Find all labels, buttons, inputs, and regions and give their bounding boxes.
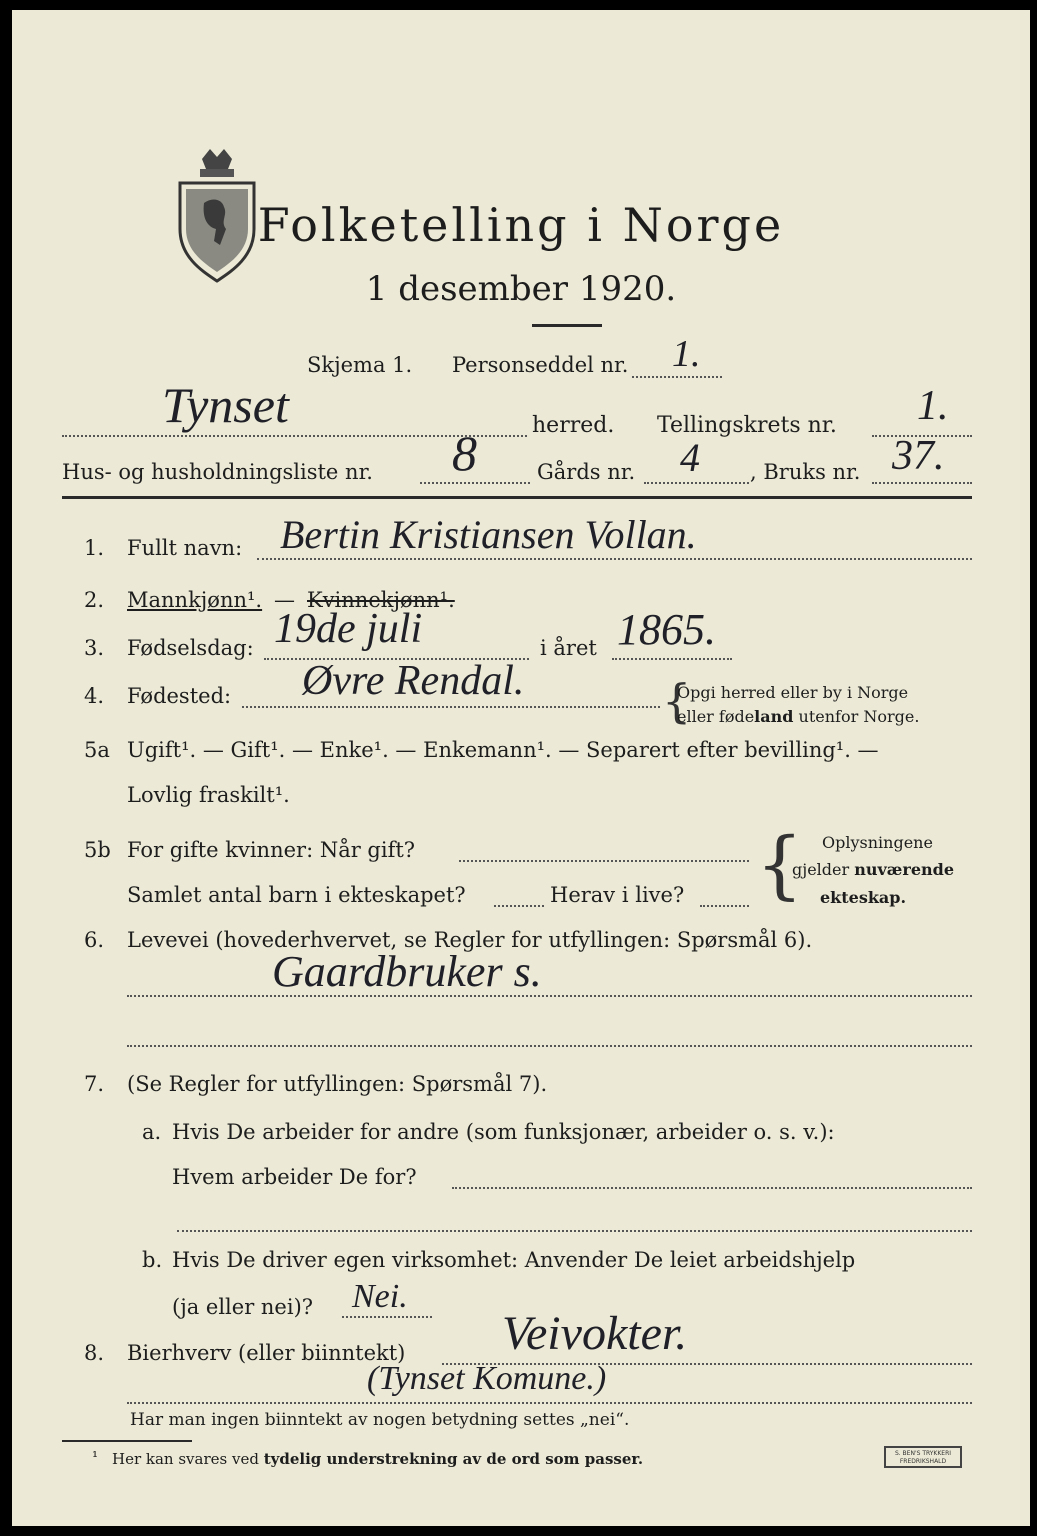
bruks-label: , Bruks nr. <box>750 460 861 484</box>
q1-label: Fullt navn: <box>127 536 243 560</box>
q5b-note-2a: gjelder <box>792 860 855 879</box>
bruks-value: 37. <box>892 433 945 479</box>
q4-field <box>242 706 660 708</box>
q5a-number: 5a <box>84 738 110 762</box>
q7a-text: Hvis De arbeider for andre (som funksjonær, arbeider o. s. v.): <box>172 1120 835 1144</box>
q8-value: Veivokter. <box>502 1307 688 1360</box>
q8-number: 8. <box>84 1341 105 1365</box>
q5b-children-field <box>494 905 544 907</box>
q2-female: Kvinnekjønn¹. <box>307 588 455 612</box>
q3-year-label: i året <box>540 636 597 660</box>
census-date: 1 desember 1920. <box>365 269 677 309</box>
q7b-field <box>342 1316 432 1318</box>
printer-stamp-line-2: FREDRIKSHALD <box>899 1458 947 1465</box>
q8-label: Bierhverv (eller biinntekt) <box>127 1341 406 1365</box>
gards-field <box>644 482 749 484</box>
herred-value: Tynset <box>162 377 289 433</box>
q2-male: Mannkjønn¹. <box>127 588 263 612</box>
footnote-text <box>112 1452 643 1467</box>
personseddel-value: 1. <box>672 333 701 375</box>
q7a-letter: a. <box>142 1120 162 1144</box>
q1-field <box>257 558 972 560</box>
q7-label: (Se Regler for utfyllingen: Spørsmål 7). <box>127 1072 548 1096</box>
q6-label: Levevei (hovederhvervet, se Regler for utfyllingen: Spørsmål 6). <box>127 928 813 952</box>
q2-number: 2. <box>84 588 105 612</box>
herred-label: herred. <box>532 413 615 438</box>
hus-label: Hus- og husholdningsliste nr. <box>62 460 373 484</box>
footnote-mark: ¹ <box>92 1448 99 1466</box>
q5b-line2a: Samlet antal barn i ekteskapet? <box>127 883 466 907</box>
hus-value: 8 <box>452 425 477 481</box>
gards-value: 4 <box>680 435 700 480</box>
header-rule <box>62 496 972 499</box>
q7-number: 7. <box>84 1072 105 1096</box>
q5a-line1: Ugift¹. — Gift¹. — Enke¹. — Enkemann¹. — Separert efter bevilling¹. — <box>127 738 879 762</box>
personseddel-label: Personseddel nr. <box>452 353 629 377</box>
q3-label: Fødselsdag: <box>127 636 254 660</box>
q4-note-2 <box>677 709 919 725</box>
q6-value: Gaardbruker s. <box>272 947 542 996</box>
q7a-field-2 <box>177 1230 972 1232</box>
q4-note-1: Opgi herred eller by i Norge <box>677 683 909 702</box>
q5b-number: 5b <box>84 838 111 862</box>
q5b-married-field <box>459 860 749 862</box>
q5b-alive-field <box>700 905 749 907</box>
footnote-text-a: Her kan svares ved <box>112 1450 264 1468</box>
q5b-note-3: ekteskap. <box>820 888 907 907</box>
q6-field-1 <box>127 995 972 997</box>
q5b-line2b: Herav i live? <box>550 883 685 907</box>
q5b-line1: For gifte kvinner: Når gift? <box>127 838 416 862</box>
q4-note-2b: land <box>754 707 794 726</box>
q5b-note-2 <box>792 862 954 878</box>
census-form-page <box>12 10 1030 1526</box>
q3-value: 19de juli <box>274 606 423 652</box>
footnote-rule <box>62 1440 192 1442</box>
q7a-question: Hvem arbeider De for? <box>172 1165 417 1189</box>
q7a-field-1 <box>452 1187 972 1189</box>
gards-label: Gårds nr. <box>537 460 636 484</box>
q4-note-2a: eller føde <box>677 707 755 726</box>
q3-year-value: 1865. <box>617 605 716 654</box>
q5b-note-1: Oplysningene <box>822 833 933 852</box>
q4-value: Øvre Rendal. <box>302 658 525 704</box>
q5b-brace: { <box>756 822 804 908</box>
tellingskrets-label: Tellingskrets nr. <box>657 413 837 438</box>
q5b-note-2b: nuværende <box>854 860 955 879</box>
q6-field-2 <box>127 1045 972 1047</box>
printer-stamp-line-1: S. BEN'S TRYKKERI <box>894 1450 952 1457</box>
q3-number: 3. <box>84 636 105 660</box>
q4-brace: { <box>662 674 692 728</box>
footnote-text-b: tydelig understrekning av de ord som passer. <box>263 1450 644 1468</box>
q7b-value: Nei. <box>352 1278 408 1315</box>
printer-stamp <box>884 1446 962 1468</box>
q4-label: Fødested: <box>127 684 232 708</box>
q7b-question: (ja eller nei)? <box>172 1295 314 1319</box>
q8-value-2: (Tynset Komune.) <box>367 1360 607 1397</box>
q6-number: 6. <box>84 928 105 952</box>
q8-field-2 <box>127 1402 972 1404</box>
q8-note: Har man ingen biinntekt av nogen betydning settes „nei“. <box>130 1410 630 1430</box>
q1-number: 1. <box>84 536 105 560</box>
q4-number: 4. <box>84 684 105 708</box>
hus-field <box>420 482 530 484</box>
bruks-field <box>872 482 972 484</box>
personseddel-field <box>632 376 722 378</box>
q3-year-field <box>612 658 732 660</box>
q5a-line2: Lovlig fraskilt¹. <box>127 783 290 807</box>
q2-separator: — <box>274 588 295 612</box>
q4-note-2c: utenfor Norge. <box>793 707 920 726</box>
form-title: Folketelling i Norge <box>257 198 785 252</box>
q7b-text: Hvis De driver egen virksomhet: Anvender De leiet arbeidshjelp <box>172 1248 856 1272</box>
q7b-letter: b. <box>142 1248 163 1272</box>
title-divider <box>532 324 602 327</box>
tellingskrets-value: 1. <box>917 383 949 429</box>
q1-value: Bertin Kristiansen Vollan. <box>280 512 697 557</box>
skjema-label: Skjema 1. <box>307 353 413 377</box>
